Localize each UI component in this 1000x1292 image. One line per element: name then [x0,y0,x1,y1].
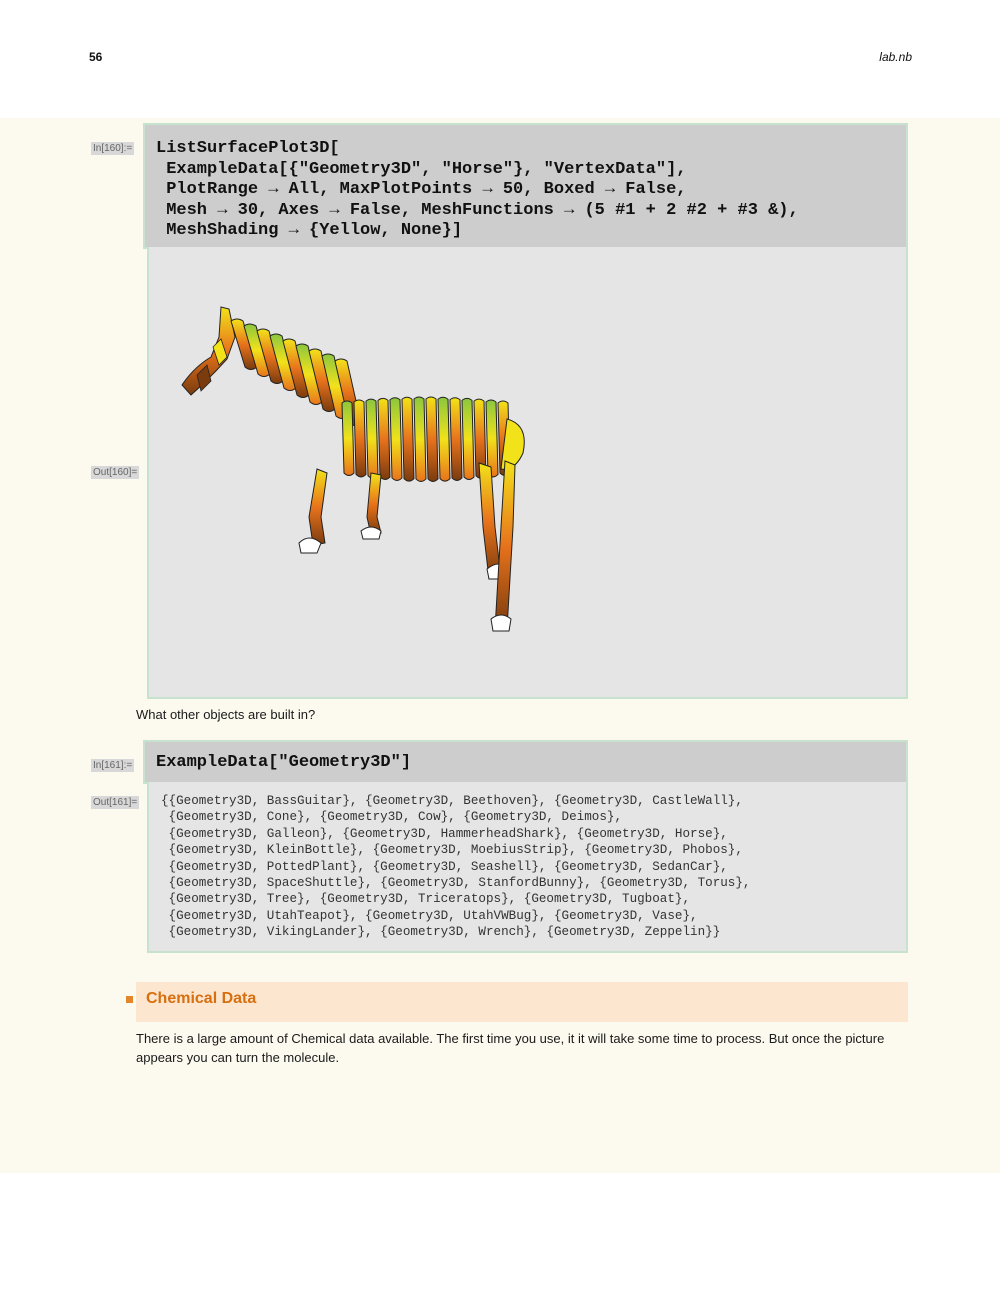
text-cell-builtin-question: What other objects are built in? [136,707,316,722]
output-list-line: {Geometry3D, SpaceShuttle}, {Geometry3D, StanfordBunny}, {Geometry3D, Torus}, [161,876,751,891]
input-label-161: In[161]:= [93,760,133,771]
code-line: Mesh → 30, Axes → False, MeshFunctions → (5 #1 + 2 #2 + #3 &), [156,200,799,220]
notebook-file-name: lab.nb [879,50,912,64]
page-number: 56 [89,50,103,64]
stripe [450,398,462,481]
output-list-line: {Geometry3D, VikingLander}, {Geometry3D, Wrench}, {Geometry3D, Zeppelin}} [161,925,721,940]
stripe [486,400,498,477]
input-cell-160[interactable] [143,123,908,249]
horse-neck-stripes [231,319,361,426]
section-bullet-icon [126,996,133,1003]
code-line: ListSurfacePlot3D[ [156,139,340,158]
output-cell-160[interactable] [147,247,908,699]
paragraph-line: appears you can turn the molecule. [136,1050,340,1065]
stripe [438,397,450,481]
code-line: ExampleData[{"Geometry3D", "Horse"}, "VertexData"], [156,159,687,179]
input-cell-161[interactable] [143,740,908,784]
output-list-line: {Geometry3D, Galleon}, {Geometry3D, HammerheadShark}, {Geometry3D, Horse}, [161,826,728,841]
code-line: ExampleData["Geometry3D"] [156,753,412,772]
input-label-160: In[160]:= [93,143,133,154]
output-list-line: {Geometry3D, UtahTeapot}, {Geometry3D, UtahVWBug}, {Geometry3D, Vase}, [161,908,698,923]
output-cell-161[interactable] [147,782,908,953]
output-list-line: {Geometry3D, KleinBottle}, {Geometry3D, MoebiusStrip}, {Geometry3D, Phobos}, [161,843,743,858]
stripe [426,397,438,481]
output-list-line: {Geometry3D, PottedPlant}, {Geometry3D, Seashell}, {Geometry3D, SedanCar}, [161,859,728,874]
output-list-line: {{Geometry3D, BassGuitar}, {Geometry3D, Beethoven}, {Geometry3D, CastleWall}, [161,794,743,808]
stripe [366,399,378,478]
text-cell-chemical-intro [136,1029,884,1067]
stripe [414,397,426,481]
horse-surface-plot[interactable] [149,247,906,697]
horse-head [182,307,235,395]
code-line: PlotRange → All, MaxPlotPoints → 50, Boxed → False, [156,180,687,199]
output-list-line: {Geometry3D, Tree}, {Geometry3D, Triceratops}, {Geometry3D, Tugboat}, [161,892,691,907]
stripe [354,400,366,477]
paragraph-line: There is a large amount of Chemical data available. The first time you use, it it will take some time to process. But once the picture [136,1031,885,1046]
section-title: Chemical Data [146,990,257,1007]
stripe [402,397,414,481]
horse-legs [299,461,515,631]
output-label-160: Out[160]= [93,467,138,478]
output-list-line: {Geometry3D, Cone}, {Geometry3D, Cow}, {Geometry3D, Deimos}, [161,810,623,825]
output-label-161: Out[161]= [93,797,138,808]
page-header [0,0,1000,118]
stripe [378,398,390,479]
code-line: MeshShading → {Yellow, None}] [156,221,463,240]
stripe [390,398,402,481]
stripe [462,398,474,479]
stripe [342,401,354,476]
